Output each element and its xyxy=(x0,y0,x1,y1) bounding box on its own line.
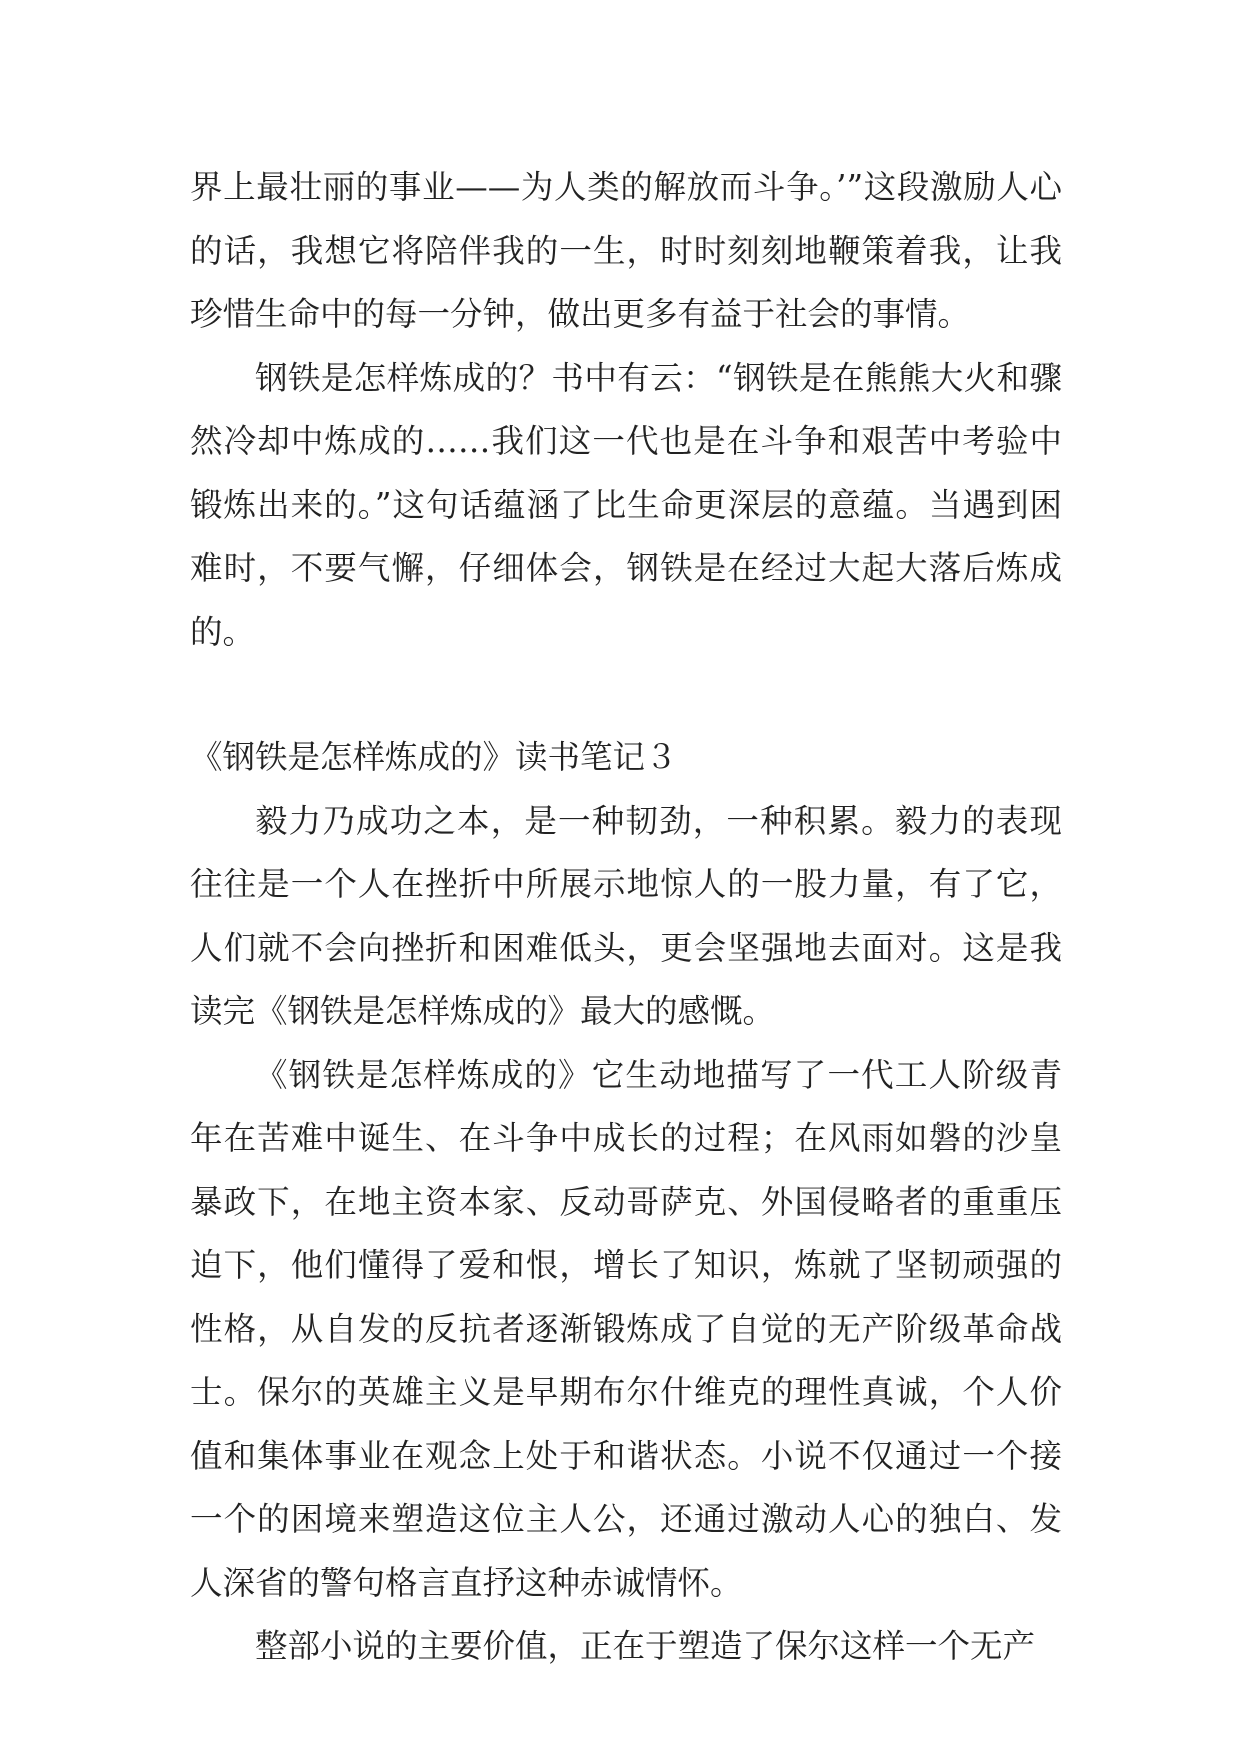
paragraph-novel-value: 整部小说的主要价值，正在于塑造了保尔这样一个无产 xyxy=(255,1627,1036,1665)
document-body xyxy=(190,156,1062,1679)
paragraph-novel-description: 《钢铁是怎样炼成的》它生动地描写了一代工人阶级青年在苦难中诞生、在斗争中成长的过程；在风雨如磐的沙皇暴政下，在地主资本家、反动哥萨克、外国侵略者的重重压迫下，他们懂得了爱和恨，增长了知识，炼就了坚韧顽强的性格，从自发的反抗者逐渐锻炼成了自觉的无产阶级革命战士。保尔的英雄主义是早期布尔什维克的理性真诚，个人价值和集体事业在观念上处于和谐状态。小说不仅通过一个接一个的困境来塑造这位主人公，还通过激动人心的独白、发人深省的警句格言直抒这种赤诚情怀。 xyxy=(190,1055,1062,1602)
section-heading: 《钢铁是怎样炼成的》读书笔记３ xyxy=(190,738,678,776)
paragraph-perseverance: 毅力乃成功之本，是一种韧劲，一种积累。毅力的表现往往是一个人在挫折中所展示地惊人的一股力量，有了它，人们就不会向挫折和困难低头，更会坚强地去面对。这是我读完《钢铁是怎样炼成的》最大的感慨。 xyxy=(190,801,1062,1030)
paragraph-continuation: 界上最壮丽的事业——为人类的解放而斗争。’”这段激励人心的话，我想它将陪伴我的一生，时时刻刻地鞭策着我，让我珍惜生命中的每一分钟，做出更多有益于社会的事情。 xyxy=(190,168,1062,333)
paragraph-steel-quote: 钢铁是怎样炼成的？书中有云：“钢铁是在熊熊大火和骤然冷却中炼成的……我们这一代也是在斗争和艰苦中考验中锻炼出来的。”这句话蕴涵了比生命更深层的意蕴。当遇到困难时，不要气懈，仔细体会，钢铁是在经过大起大落后炼成的。 xyxy=(190,358,1062,651)
